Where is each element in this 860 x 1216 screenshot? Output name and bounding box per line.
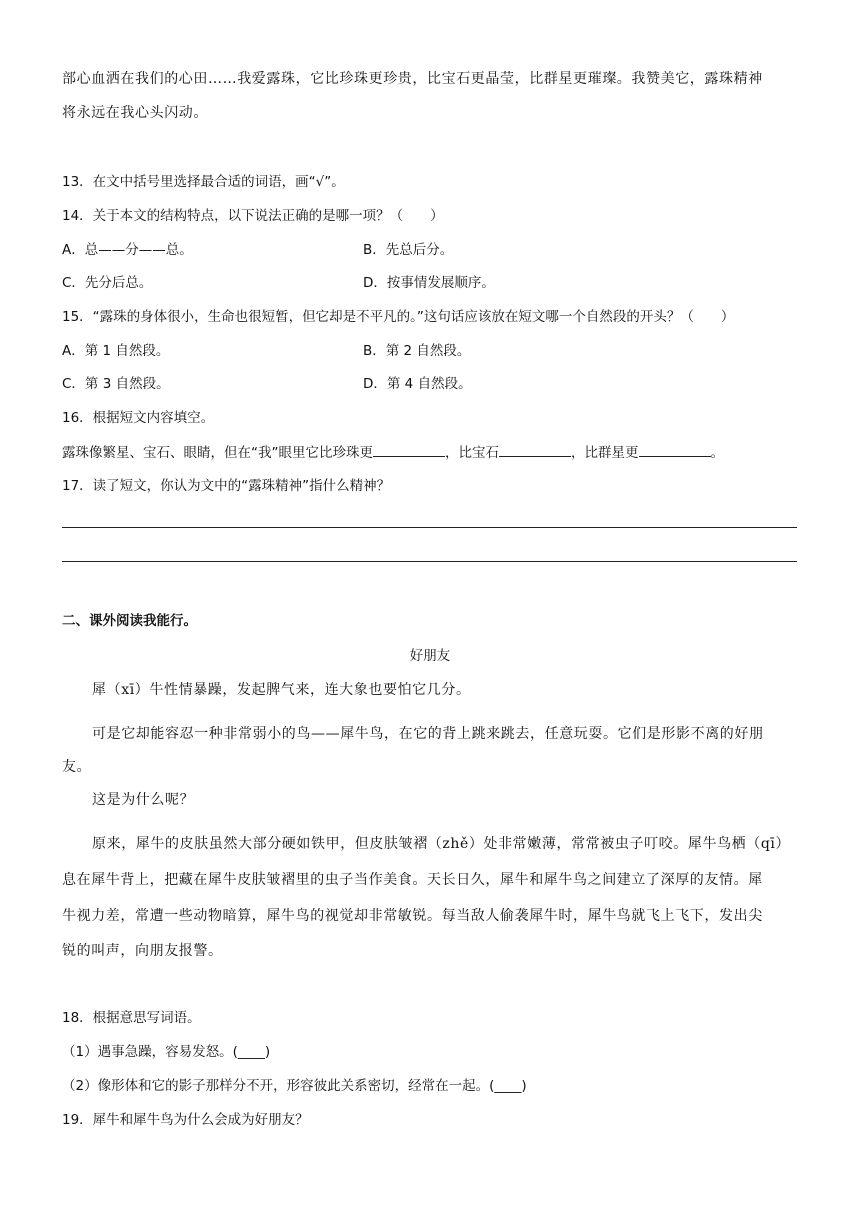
answer-line-1[interactable] (62, 527, 797, 528)
question-15-option-d: D．第 4 自然段。 (363, 376, 472, 392)
question-18-item-2: （2）像形体和它的影子那样分不开，形容彼此关系密切，经常在一起。(____) (62, 1078, 527, 1094)
section-2-heading: 二、课外阅读我能行。 (62, 613, 197, 629)
question-14-option-d: D．按事情发展顺序。 (363, 275, 495, 291)
fill-blank-2[interactable] (499, 442, 571, 457)
passage-2-para-4-line-2: 息在犀牛背上，把藏在犀牛皮肤皱褶里的虫子当作美食。天长日久，犀牛和犀牛鸟之间建立了深厚的友情。犀 (62, 872, 763, 888)
passage-2-para-1: 犀（xī）牛性情暴躁，发起脾气来，连大象也要怕它几分。 (92, 682, 471, 698)
passage-2-para-2-line-1: 可是它却能容忍一种非常弱小的鸟——犀牛鸟，在它的背上跳来跳去，任意玩耍。它们是形影不离的好朋 (92, 726, 764, 742)
fill-text-1: 露珠像繁星、宝石、眼睛，但在“我”眼里它比珍珠更 (62, 445, 373, 461)
question-16: 16．根据短文内容填空。 (62, 410, 215, 426)
question-14-option-c: C．先分后总。 (62, 275, 153, 291)
question-13: 13．在文中括号里选择最合适的词语，画“√”。 (62, 174, 345, 190)
question-15: 15．“露珠的身体很小，生命也很短暂，但它却是不平凡的。”这句话应该放在短文哪一个自然段的开头？（ ） (62, 309, 735, 325)
question-14-option-b: B．先总后分。 (363, 242, 454, 258)
question-18-item-1: （1）遇事急躁，容易发怒。(____) (62, 1044, 271, 1060)
passage-line-1: 部心血洒在我们的心田……我爱露珠，它比珍珠更珍贵，比宝石更晶莹，比群星更璀璨。我赞美它，露珠精神 (62, 71, 763, 87)
passage-line-2: 将永远在我心头闪动。 (62, 105, 208, 121)
question-14: 14．关于本文的结构特点，以下说法正确的是哪一项？（ ） (62, 208, 444, 224)
question-18: 18．根据意思写词语。 (62, 1010, 201, 1026)
question-17: 17．读了短文，你认为文中的“露珠精神”指什么精神？ (62, 478, 391, 494)
question-16-fill-line (62, 442, 724, 463)
question-19: 19．犀牛和犀牛鸟为什么会成为好朋友？ (62, 1112, 309, 1128)
passage-2-title: 好朋友 (409, 648, 451, 664)
answer-line-2[interactable] (62, 561, 797, 562)
question-14-option-a: A．总——分——总。 (62, 242, 193, 258)
question-15-option-b: B．第 2 自然段。 (363, 343, 471, 359)
fill-text-4: 。 (710, 445, 724, 461)
question-15-option-a: A．第 1 自然段。 (62, 343, 170, 359)
question-15-option-c: C．第 3 自然段。 (62, 376, 170, 392)
passage-2-para-4-line-4: 锐的叫声，向朋友报警。 (62, 943, 223, 959)
passage-2-para-4-line-3: 牛视力差，常遭一些动物暗算，犀牛鸟的视觉却非常敏锐。每当敌人偷袭犀牛时，犀牛鸟就飞上飞下，发出尖 (62, 908, 763, 924)
fill-blank-1[interactable] (373, 442, 445, 457)
fill-text-3: ，比群星更 (571, 445, 639, 461)
passage-2-para-3: 这是为什么呢？ (92, 792, 195, 808)
fill-text-2: ，比宝石 (445, 445, 499, 461)
fill-blank-3[interactable] (639, 442, 711, 457)
passage-2-para-2-line-2: 友。 (62, 759, 92, 775)
passage-2-para-4-line-1: 原来，犀牛的皮肤虽然大部分硬如铁甲，但皮肤皱褶（zhě）处非常嫩薄，常常被虫子叮咬。犀牛鸟栖（qī） (92, 836, 791, 852)
